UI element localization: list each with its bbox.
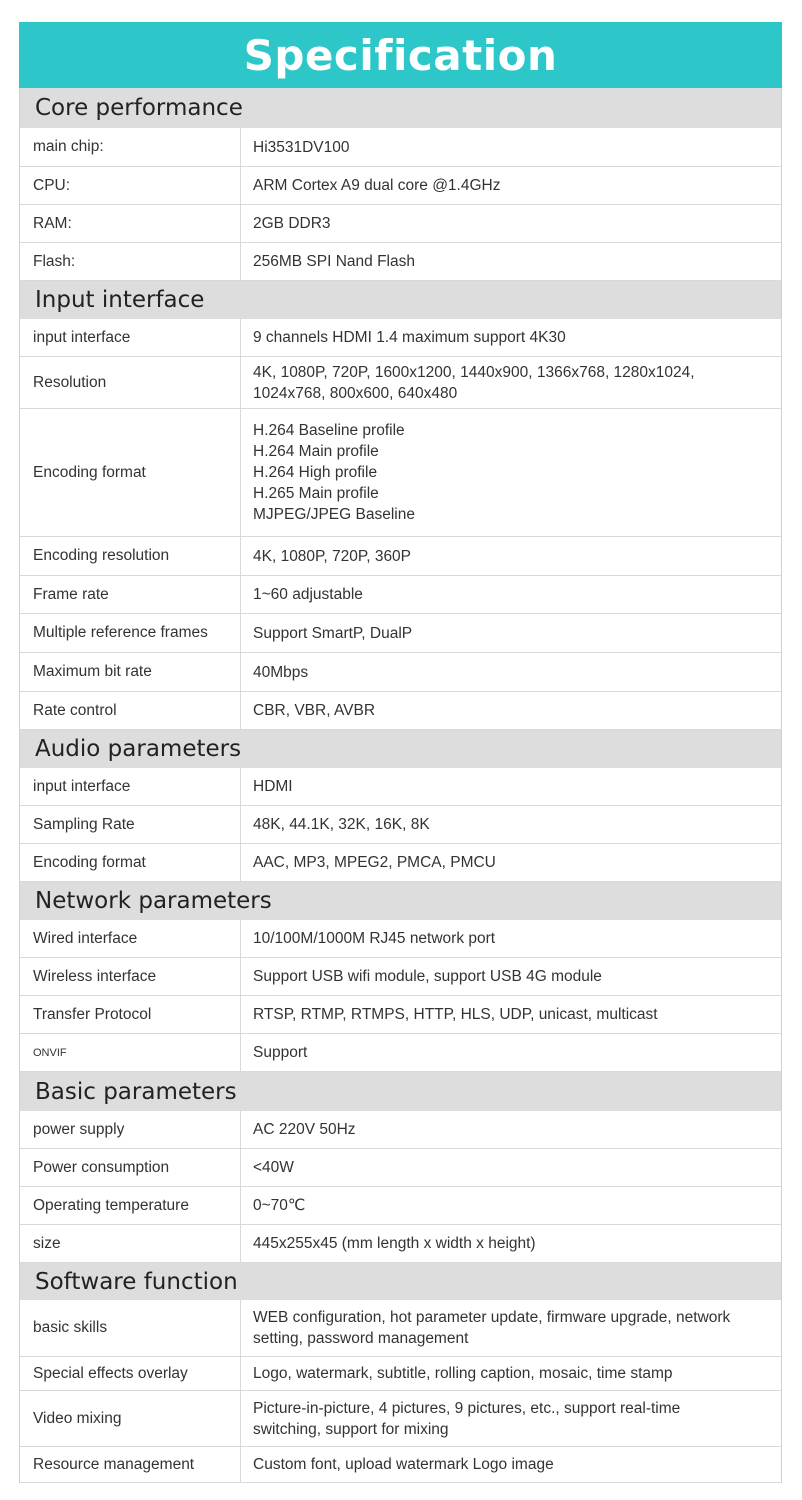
spec-row (19, 319, 782, 357)
spec-row (19, 692, 782, 730)
spec-value (241, 614, 781, 652)
spec-label: Wireless interface (20, 958, 241, 995)
spec-label: Wired interface (20, 920, 241, 957)
section-title: Basic parameters (35, 1078, 237, 1105)
spec-value (241, 1447, 781, 1482)
spec-label: power supply (20, 1111, 241, 1148)
spec-value-line: 256MB SPI Nand Flash (253, 253, 415, 270)
spec-row (19, 128, 782, 167)
spec-row (19, 806, 782, 844)
spec-label: Rate control (20, 692, 241, 729)
spec-value (241, 1391, 781, 1446)
spec-row (19, 409, 782, 537)
spec-label: ONVIF (20, 1034, 241, 1071)
spec-value-line: 10/100M/1000M RJ45 network port (253, 930, 496, 947)
spec-value (241, 537, 781, 575)
section-title: Software function (35, 1268, 238, 1295)
spec-section (19, 1072, 782, 1263)
spec-row (19, 537, 782, 576)
spec-label: Encoding format (20, 844, 241, 881)
spec-value (241, 243, 781, 280)
spec-value-line: RTSP, RTMP, RTMPS, HTTP, HLS, UDP, unicast, multicast (253, 1006, 658, 1023)
spec-row (19, 1300, 782, 1357)
spec-value-line: setting, password management (253, 1330, 469, 1347)
spec-label: Resolution (20, 357, 241, 408)
spec-value-line: 1024x768, 800x600, 640x480 (253, 384, 458, 402)
section-header (19, 88, 782, 128)
spec-value (241, 920, 781, 957)
section-title: Core performance (35, 95, 243, 121)
spec-value-line: <40W (253, 1159, 294, 1176)
spec-value-line: Hi3531DV100 (253, 138, 350, 156)
spec-label: main chip: (20, 128, 241, 166)
spec-value (241, 692, 781, 729)
spec-value (241, 653, 781, 691)
spec-row (19, 167, 782, 205)
spec-value (241, 996, 781, 1033)
spec-row (19, 614, 782, 653)
spec-value (241, 1300, 781, 1356)
spec-value-line: 48K, 44.1K, 32K, 16K, 8K (253, 816, 430, 833)
spec-label: Frame rate (20, 576, 241, 613)
spec-label: Multiple reference frames (20, 614, 241, 652)
spec-section (19, 1263, 782, 1483)
spec-row (19, 576, 782, 614)
spec-value-line: H.265 Main profile (253, 485, 379, 502)
spec-label: size (20, 1225, 241, 1262)
spec-label: Power consumption (20, 1149, 241, 1186)
spec-row (19, 1391, 782, 1447)
spec-value (241, 806, 781, 843)
spec-label: Flash: (20, 243, 241, 280)
spec-value (241, 128, 781, 166)
spec-row (19, 844, 782, 882)
spec-label: Encoding format (20, 409, 241, 536)
spec-label: basic skills (20, 1300, 241, 1356)
spec-value-line: Support SmartP, DualP (253, 624, 413, 642)
spec-label: Video mixing (20, 1391, 241, 1446)
spec-value-line: Support (253, 1044, 308, 1061)
section-title: Input interface (35, 287, 205, 313)
section-header (19, 1072, 782, 1111)
spec-value-line: ARM Cortex A9 dual core @1.4GHz (253, 177, 501, 194)
spec-row (19, 768, 782, 806)
spec-value (241, 958, 781, 995)
spec-row (19, 1225, 782, 1263)
spec-section (19, 88, 782, 281)
spec-row (19, 996, 782, 1034)
spec-value-line: Custom font, upload watermark Logo image (253, 1456, 554, 1473)
spec-label: Operating temperature (20, 1187, 241, 1224)
specification-sheet (19, 22, 782, 1483)
spec-value-line: AAC, MP3, MPEG2, PMCA, PMCU (253, 854, 496, 871)
spec-label: Special effects overlay (20, 1357, 241, 1390)
spec-value (241, 409, 781, 536)
spec-value (241, 1034, 781, 1071)
spec-row (19, 1187, 782, 1225)
spec-value-line: H.264 Baseline profile (253, 422, 405, 439)
spec-value (241, 1187, 781, 1224)
spec-section (19, 882, 782, 1072)
spec-label: RAM: (20, 205, 241, 242)
section-header (19, 882, 782, 920)
spec-value-line: switching, support for mixing (253, 1420, 449, 1438)
section-header (19, 730, 782, 768)
title-banner (19, 22, 782, 88)
spec-value (241, 167, 781, 204)
section-title: Audio parameters (35, 736, 242, 762)
spec-value-line: Logo, watermark, subtitle, rolling caption, mosaic, time stamp (253, 1365, 673, 1382)
spec-value-line: 2GB DDR3 (253, 215, 331, 232)
spec-row (19, 357, 782, 409)
spec-value (241, 844, 781, 881)
spec-value-line: 445x255x45 (mm length x width x height) (253, 1235, 536, 1252)
spec-value-line: 40Mbps (253, 663, 309, 681)
spec-row (19, 243, 782, 281)
spec-row (19, 1357, 782, 1391)
spec-value (241, 319, 781, 356)
spec-label: CPU: (20, 167, 241, 204)
spec-label: Resource management (20, 1447, 241, 1482)
spec-row (19, 1447, 782, 1483)
spec-section (19, 281, 782, 730)
spec-row (19, 920, 782, 958)
spec-value-line: Support USB wifi module, support USB 4G module (253, 968, 602, 985)
spec-row (19, 653, 782, 692)
spec-value (241, 576, 781, 613)
spec-value-line: 4K, 1080P, 720P, 360P (253, 547, 412, 565)
spec-value-line: CBR, VBR, AVBR (253, 702, 376, 719)
spec-label: input interface (20, 319, 241, 356)
section-header (19, 281, 782, 319)
spec-label: Transfer Protocol (20, 996, 241, 1033)
spec-value-line: Picture-in-picture, 4 pictures, 9 pictures, etc., support real-time (253, 1399, 681, 1417)
spec-value-line: 9 channels HDMI 1.4 maximum support 4K30 (253, 329, 566, 346)
spec-value-line: 1~60 adjustable (253, 586, 363, 603)
spec-label: Maximum bit rate (20, 653, 241, 691)
spec-value (241, 1225, 781, 1262)
page-title: Specification (243, 30, 558, 80)
spec-label: Sampling Rate (20, 806, 241, 843)
section-header (19, 1263, 782, 1300)
spec-value-line: 0~70℃ (253, 1197, 306, 1214)
spec-section (19, 730, 782, 882)
spec-row (19, 1111, 782, 1149)
spec-value-line: 4K, 1080P, 720P, 1600x1200, 1440x900, 1366x768, 1280x1024, (253, 363, 695, 381)
section-title: Network parameters (35, 888, 272, 914)
spec-value (241, 357, 781, 408)
spec-row (19, 205, 782, 243)
spec-value (241, 205, 781, 242)
spec-value-line: AC 220V 50Hz (253, 1121, 356, 1138)
spec-label: input interface (20, 768, 241, 805)
spec-value (241, 1111, 781, 1148)
spec-row (19, 958, 782, 996)
spec-value (241, 768, 781, 805)
spec-value (241, 1149, 781, 1186)
spec-row (19, 1149, 782, 1187)
spec-sections (19, 88, 782, 1483)
spec-value-line: H.264 Main profile (253, 443, 379, 460)
spec-row (19, 1034, 782, 1072)
spec-value-line: MJPEG/JPEG Baseline (253, 506, 415, 523)
spec-value-line: WEB configuration, hot parameter update, firmware upgrade, network (253, 1309, 731, 1326)
spec-value (241, 1357, 781, 1390)
spec-value-line: H.264 High profile (253, 464, 378, 481)
spec-label: Encoding resolution (20, 537, 241, 575)
spec-value-line: HDMI (253, 778, 293, 795)
